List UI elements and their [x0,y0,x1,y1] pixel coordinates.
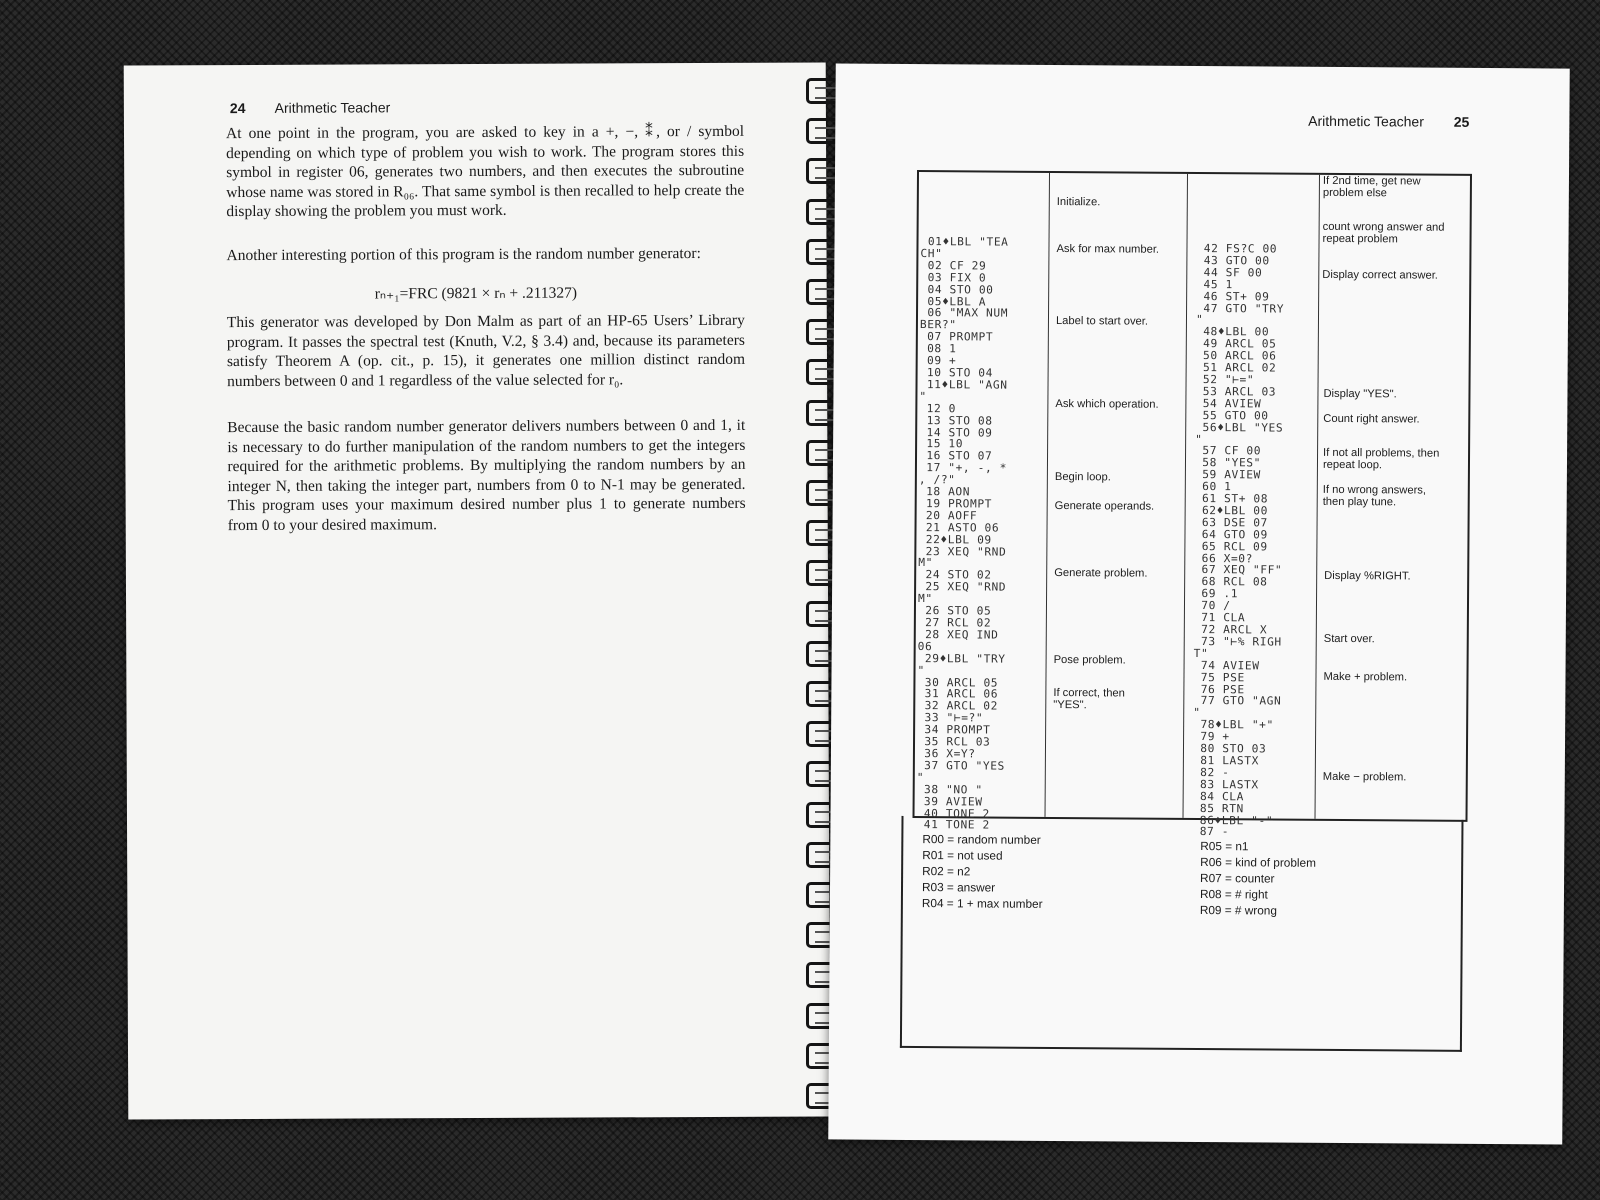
program-line: 45 1 [1196,277,1233,291]
program-line: 76 PSE [1193,682,1245,696]
program-line: 61 ST+ 08 [1194,491,1269,506]
program-line: 70 / [1193,599,1231,613]
program-line: 03 FIX 0 [920,270,987,285]
program-line: 46 ST+ 09 [1196,289,1270,304]
program-line: 87 - [1192,825,1230,839]
program-line: M" [917,592,933,606]
program-line: 08 1 [919,342,957,356]
note-pose-problem: Pose problem. [1053,653,1126,667]
program-line: 53 ARCL 03 [1195,384,1277,399]
program-line: 23 XEQ "RND [918,544,1007,559]
left-page [124,62,831,1119]
note-start-over: Start over. [1323,632,1375,646]
program-line: 82 - [1192,765,1230,780]
right-page-title: Arithmetic Teacher [1308,112,1424,130]
program-line: " [1195,432,1203,446]
program-line: 09 + [919,354,957,368]
note-make-plus: Make + problem. [1323,670,1408,684]
program-line: 05♦LBL A [920,294,987,309]
program-line: 74 AVIEW [1193,658,1260,673]
program-line: 26 STO 05 [917,604,992,618]
program-line: " [1193,706,1201,720]
program-line: 75 PSE [1193,670,1245,684]
program-line: 39 AVIEW [916,794,983,809]
program-line: 49 ARCL 05 [1195,337,1277,351]
register-entry: R02 = n2 [922,864,971,879]
program-line: 38 "NO " [916,782,983,797]
program-line: 43 GTO 00 [1196,253,1270,268]
right-page-header [1308,113,1469,130]
program-line: " [917,663,925,677]
program-line: 35 RCL 03 [916,735,991,749]
program-line: 57 CF 00 [1195,444,1262,458]
program-line: 40 TONE 2 [916,806,990,821]
program-line: 80 STO 03 [1192,742,1267,756]
program-line: 85 RTN [1192,801,1244,815]
program-line: 28 XEQ IND [917,627,999,642]
program-line: 56♦LBL "YES [1195,420,1284,435]
program-line: 04 STO 00 [920,282,994,297]
program-line: 62♦LBL 00 [1194,503,1269,518]
program-line: 54 AVIEW [1195,396,1262,411]
program-line: 55 GTO 00 [1195,408,1269,423]
register-entry: R00 = random number [922,832,1041,847]
note-label-start-over: Label to start over. [1055,314,1149,328]
note-display-correct: Display correct answer. [1322,268,1438,282]
program-line: 18 AON [918,485,971,499]
program-line: 50 ARCL 06 [1195,349,1277,363]
program-line: " [916,770,925,784]
program-line: 78♦LBL "+" [1193,718,1274,732]
program-line: 63 DSE 07 [1194,515,1268,530]
program-line: 73 "⊢% RIGH [1193,634,1282,649]
register-entry: R03 = answer [921,880,996,895]
program-line: 21 ASTO 06 [918,520,1000,535]
paragraph-rng-origin: This generator was developed by Don Malm as part of an HP-65 Users’ Library program. It passes the spectral test (Knuth, V.2, § 3.4) and, because its parameters satisfy Theorem A (op. cit., p. 15), it generates one million distinct random numbers between 0 and 1 regardless of the value selected for r₀. [226,311,746,390]
program-line: 34 PROMPT [917,723,991,737]
program-line: 30 ARCL 05 [917,675,999,690]
program-line: 83 LASTX [1192,777,1259,792]
program-line: 15 10 [919,437,964,451]
register-entry: R06 = kind of problem [1200,855,1316,870]
program-line: 66 X=0? [1194,551,1254,565]
program-line: 37 GTO "YES [916,758,1005,773]
register-entry: R08 = # right [1199,887,1268,902]
program-line: 77 GTO "AGN [1193,694,1282,709]
register-list-left [922,831,1043,912]
note-ask-max: Ask for max number. [1056,242,1160,256]
program-line: 29♦LBL "TRY [917,651,1006,666]
program-line: 22♦LBL 09 [918,532,992,547]
program-line: 69 .1 [1194,587,1239,601]
register-entry: R01 = not used [922,848,1003,863]
right-page [828,63,1569,1144]
program-line: 59 AVIEW [1194,468,1261,482]
program-line: BER?" [919,318,957,332]
program-line: 36 X=Y? [916,747,976,761]
program-line: 51 ARCL 02 [1195,361,1277,375]
note-ask-operation: Ask which operation. [1055,397,1159,411]
column-divider [1045,173,1050,817]
program-line: 32 ARCL 02 [917,699,999,713]
program-line: 10 STO 04 [919,366,994,380]
rng-formula: rₙ₊₁=FRC (9821 × rₙ + .211327) [374,284,578,303]
program-line: 41 TONE 2 [916,818,990,832]
program-line: 33 "⊢=?" [917,711,984,725]
program-line: 07 PROMPT [919,330,994,344]
left-page-title: Arithmetic Teacher [274,99,391,116]
paragraph-rng-intro: Another interesting portion of this program is the random number generator: [226,245,701,265]
program-line: M" [918,556,933,570]
program-line: 42 FS?C 00 [1196,241,1278,256]
paragraph-rng-scaling: Because the basic random number generator delivers numbers between 0 and 1, it is necessary to do further manipulation of the random numbers to get the integers required for the arithmetic problems. By multiplying the random numbers by an integer N, then taking the integer part, numbers from 0 to N-1 may be generated. This program uses your maximum desired number plus 1 to generate numbers from 0 to your desired maximum. [227,416,746,535]
left-page-header [230,99,390,116]
right-page-number: 25 [1453,113,1470,130]
note-count-wrong: count wrong answer and repeat problem [1322,220,1445,246]
program-line: 24 STO 02 [918,568,992,582]
program-line: 06 "MAX NUM [919,306,1009,321]
program-line: 84 CLA [1192,789,1245,804]
note-begin-loop: Begin loop. [1054,470,1111,484]
program-line: 68 RCL 08 [1194,575,1268,589]
program-line: 25 XEQ "RND [918,580,1007,594]
register-entry: R04 = 1 + max number [921,896,1043,911]
note-display-percent-right: Display %RIGHT. [1324,569,1411,583]
program-line: 64 GTO 09 [1194,527,1268,542]
program-line: 48♦LBL 00 [1195,325,1270,339]
register-entry: R05 = n1 [1200,839,1249,854]
register-list-right [1200,838,1316,919]
note-play-tune: If no wrong answers, then play tune. [1322,483,1427,509]
column-divider [1315,175,1320,819]
program-line: CH" [920,246,943,261]
program-line: 31 ARCL 06 [917,687,999,702]
program-line: 60 1 [1194,480,1232,494]
program-line: " [919,389,927,403]
program-line: 44 SF 00 [1196,265,1263,280]
note-generate-problem: Generate problem. [1054,566,1148,580]
note-count-right: Count right answer. [1323,412,1420,426]
program-line: 14 STO 09 [919,425,993,440]
program-line: 81 LASTX [1192,753,1259,768]
program-line: 12 0 [919,401,957,415]
program-line: " [1195,313,1204,327]
note-second-time: If 2nd time, get new problem else [1322,174,1421,200]
paragraph-symbol-entry: At one point in the program, you are asked to key in a +, −, ⁑, or / symbol depending on which type of problem you wish to work. The program stores this symbol in register 06, generates two numbers, and then executes the subroutine whose name was stored in R₀₆. That same symbol is then recalled to help create the display showing the problem you must work. [225,122,745,221]
program-line: 06 [917,639,933,653]
column-divider [1183,174,1188,818]
program-line: 67 XEQ "FF" [1194,563,1283,578]
note-repeat-loop: If not all problems, then repeat loop. [1322,446,1440,472]
program-line: 11♦LBL "AGN [919,377,1008,392]
program-line: 19 PROMPT [918,496,993,511]
program-line: 71 CLA [1193,611,1246,625]
program-line: 13 STO 08 [919,413,993,428]
note-display-yes: Display "YES". [1323,387,1397,401]
register-entry: R07 = counter [1200,871,1275,886]
program-line: 17 "+, -, * [918,461,1008,475]
program-listing-col1 [916,236,1008,832]
program-line: 16 STO 07 [918,449,993,463]
program-line: 02 CF 29 [920,258,987,273]
note-generate-operands: Generate operands. [1054,499,1155,513]
note-make-minus: Make − problem. [1322,770,1407,784]
program-line: 01♦LBL "TEA [920,235,1009,249]
program-line: 47 GTO "TRY [1196,301,1285,316]
register-entry: R09 = # wrong [1199,903,1277,918]
program-line: 86♦LBL "-" [1192,813,1274,828]
program-line: 20 AOFF [918,508,978,523]
program-line: 27 RCL 02 [917,616,992,630]
note-if-correct: If correct, then "YES". [1053,686,1125,712]
program-line: 58 "YES" [1194,456,1262,470]
program-line: 52 "⊢=" [1195,372,1255,387]
program-line: 72 ARCL X [1193,622,1268,637]
program-line: 65 RCL 09 [1194,539,1268,554]
program-line: 79 + [1193,730,1230,744]
left-page-number: 24 [229,100,246,117]
program-line: T" [1193,646,1209,660]
program-listing-col2 [1192,243,1284,839]
program-line: , /?" [918,473,956,487]
note-initialize: Initialize. [1056,195,1101,209]
